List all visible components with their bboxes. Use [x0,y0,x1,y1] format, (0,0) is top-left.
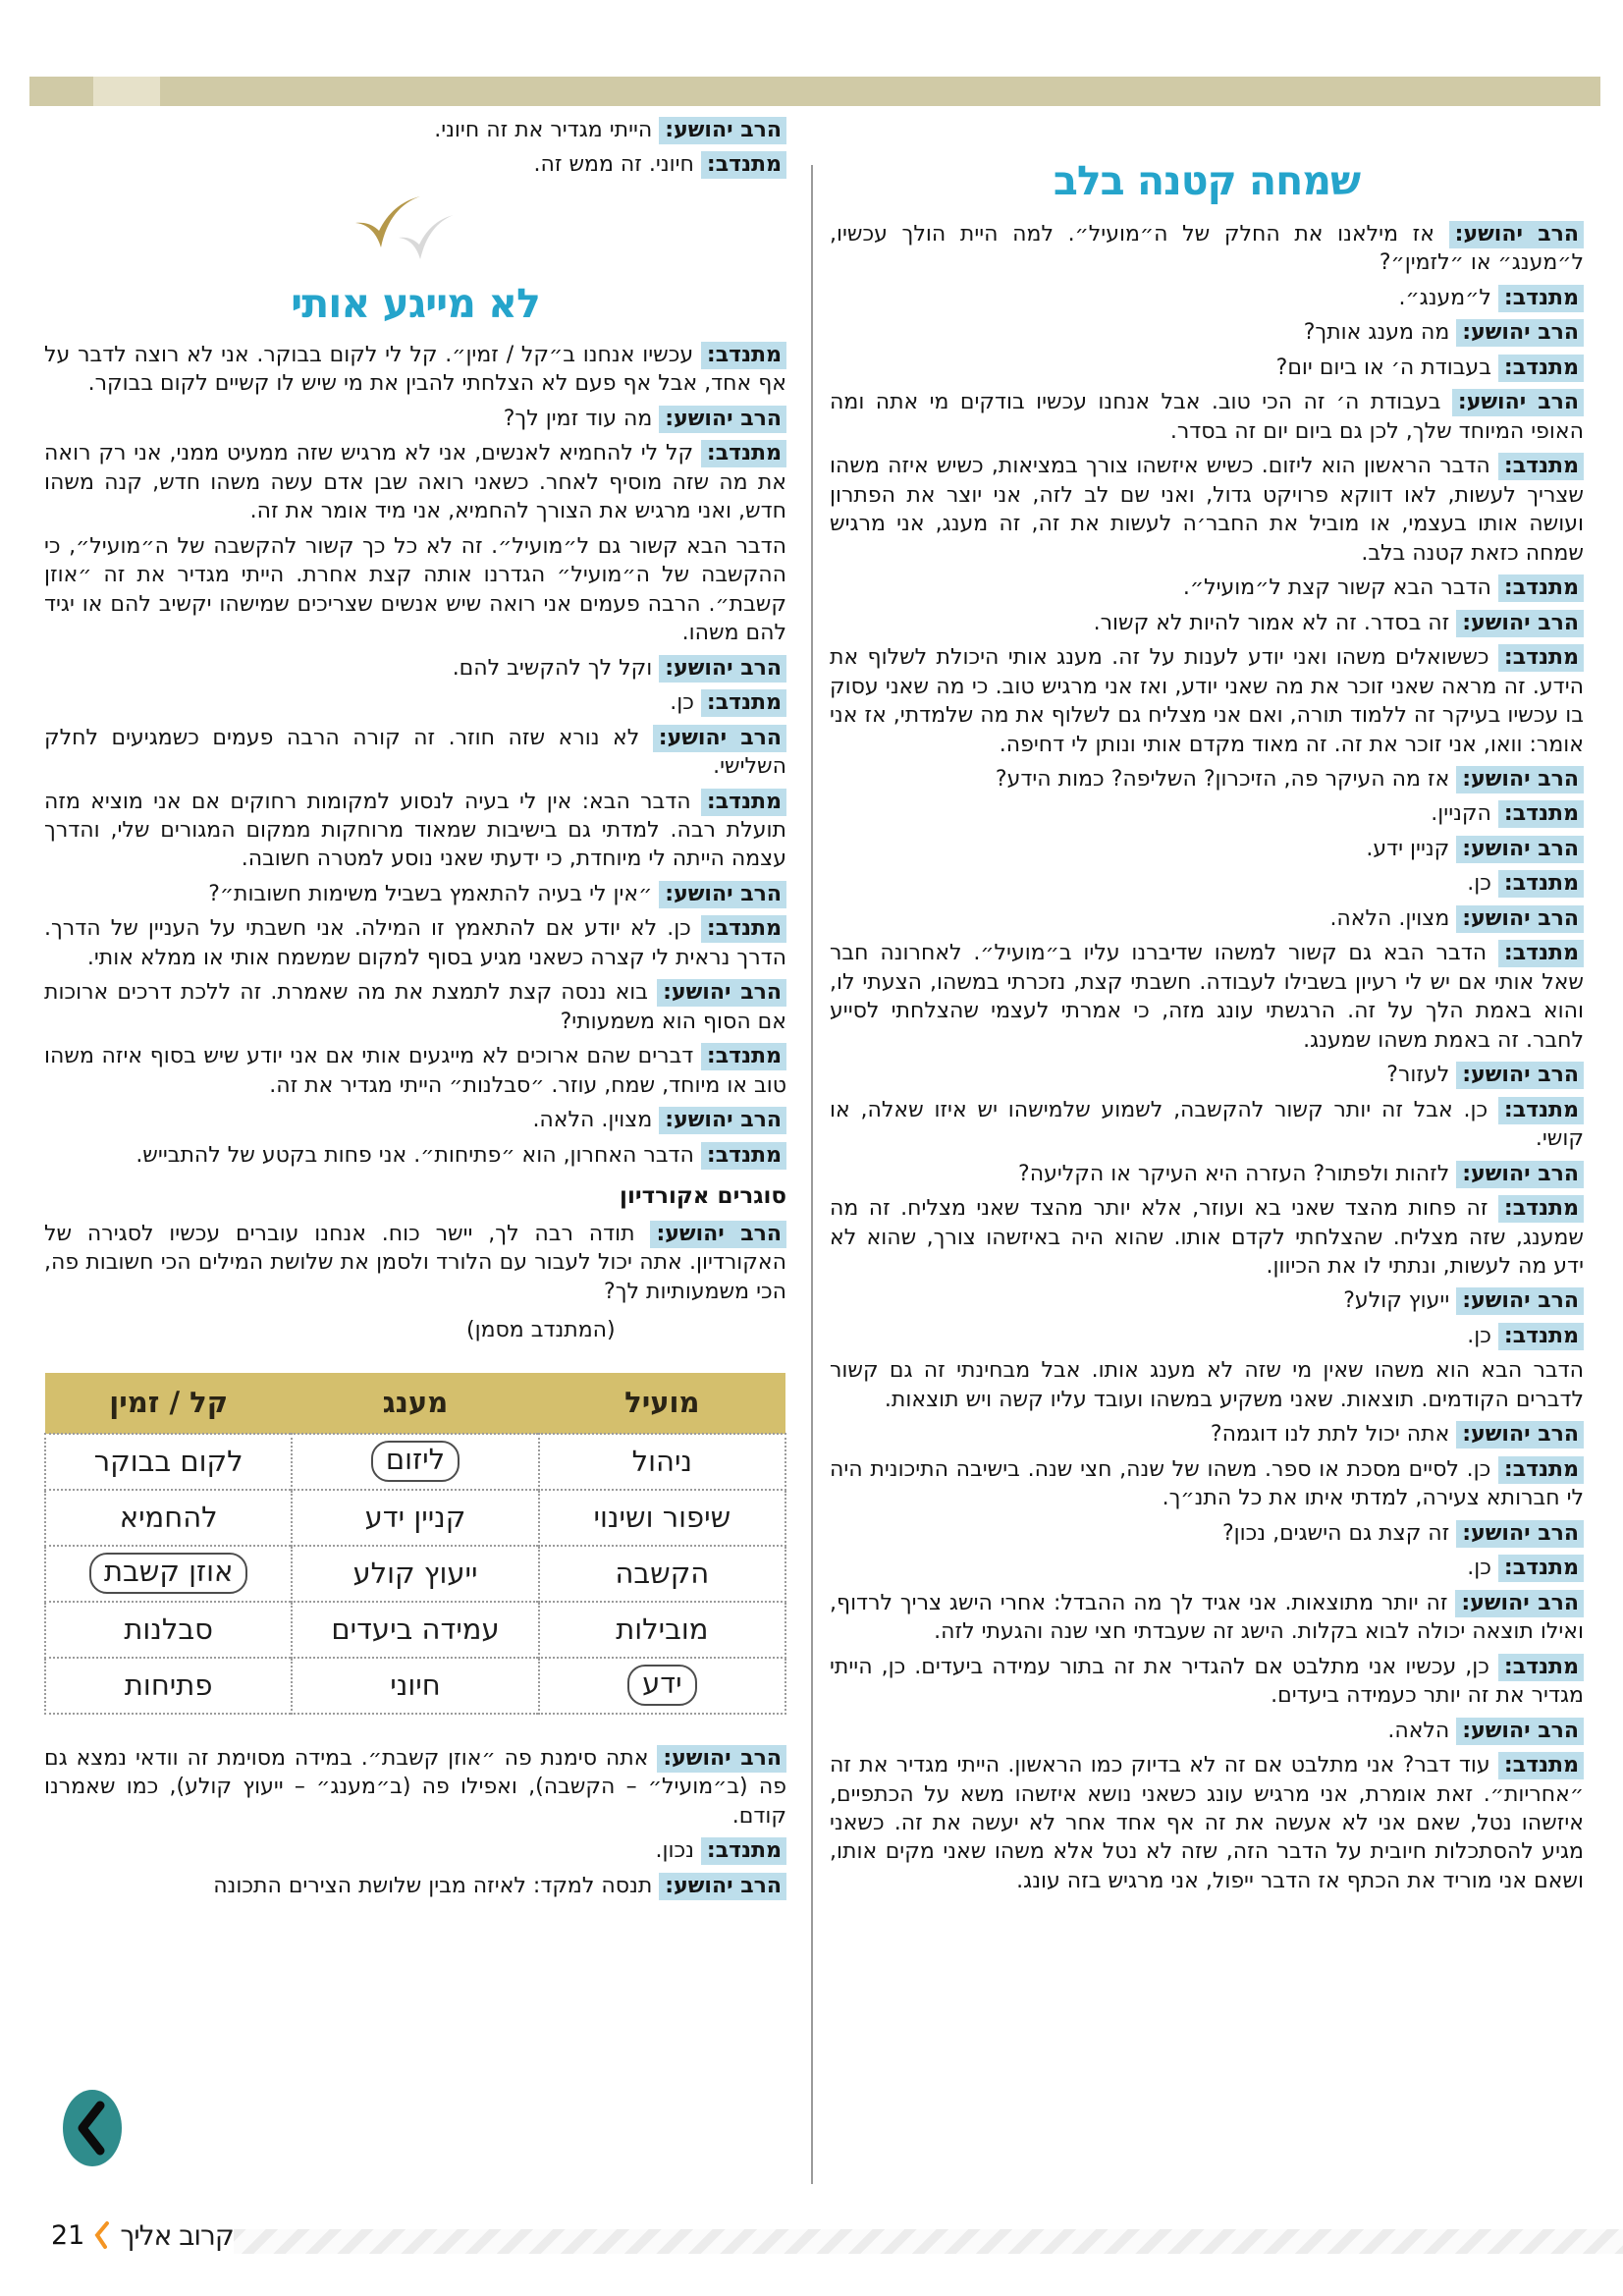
speaker-label: מתנדב: [701,342,786,369]
table-cell [292,1434,538,1490]
speaker-label: מתנדב: [701,1142,786,1170]
table-cell [45,1546,292,1602]
dialog-paragraph: הרב יהושע: לא נורא שזה חוזר. זה קורה הרבה פעמים כשמגיעים לחלק השלישי. [44,725,786,780]
dialog-paragraph: מתנדב: הדבר הבא: אין לי בעיה לנסוע למקומות רחוקים אם אני מוציא מזה תועלת רבה. למדתי גם בישיבות שמאוד מרוחקות ממקום המגורים שלי, והדרך עצמה הייתה לי מיוחדת, כי ידעתי שאני נוסע למטרה חשובה. [44,789,786,872]
table-row [45,1658,785,1714]
prev-page-button[interactable] [63,2090,122,2166]
chevron-left-icon [67,2094,118,2162]
dialog-paragraph: מתנדב: כן. [44,688,786,717]
speaker-label: הרב יהושע: [1452,389,1584,416]
footer-stripes-decor [234,2229,1623,2254]
dialog-paragraph: מתנדב: הדבר הבא קשור קצת ל״מועיל״. [830,574,1584,602]
table-cell: פתיחות [45,1658,292,1714]
dialog-paragraph: מתנדב: כן. לא יודע אם להתאמץ זו המילה. אני חשבתי על העניין של הדרך. הדרך נראית לי קצרה כשאני מגיע בסוף למקום שמשמח אותי או ממלא אותי. [44,916,786,970]
dialog-paragraph: הרב יהושע: ייעוץ קולע? [830,1286,1584,1315]
dialog-paragraph: הרב יהושע: תודה רבה לך, יישר כוח. אנחנו עוברים עכשיו לסגירה של האקורדיון. אתה יכול לעבור עם הלורד ולסמן את שלושת המילים הכי חשובות פה, הכי משמעותיות לך? [44,1221,786,1304]
dialog-paragraph: מתנדב: כן. לסיים מסכת או ספר. משהו של שנה, חצי שנה. בישיבה התיכונית היה לי חברותא צעירה, למדתי איתו את כל התנ״ך. [830,1456,1584,1511]
dialog-paragraph: הרב יהושע: זה בסדר. זה לא אמור להיות לא קשור. [830,609,1584,637]
table-cell: לקום בבוקר [45,1434,292,1490]
speaker-label: הרב יהושע: [1449,221,1584,248]
dialog-paragraph: הרב יהושע: הייתי מגדיר את זה חיוני. [44,116,786,144]
table-header-cell: קל / זמין [45,1373,292,1434]
speaker-label: הרב יהושע: [1456,905,1584,933]
speaker-label: מתנדב: [1498,1752,1584,1779]
dialog-paragraph: הרב יהושע: ״אין לי בעיה להתאמץ בשביל משימות חשובות״? [44,880,786,908]
article-title-left: לא מייגע אותי [291,279,540,327]
table-cell: ניהול [539,1434,785,1490]
speaker-label: מתנדב: [701,1043,786,1070]
hand-circled-mark: ליזום [371,1441,460,1482]
table-cell: שיפור ושינוי [539,1490,785,1546]
speaker-label: מתנדב: [1498,1195,1584,1223]
speaker-label: מתנדב: [1498,800,1584,828]
footer-brand-row [51,2217,234,2253]
dialog-paragraph: מתנדב: הדבר הראשון הוא ליזום. כשיש איזשהו צורך במציאות, כשיש איזה משהו שצריך לעשות, לאו דווקא פרויקט גדול, ואני שם לב לזה, אני יוצר את הפתרון ועושה אותו בעצמי, או מוביל את החבר׳ה לעשות את זה, זה מענג, אני מרגיש שמחה כזאת קטנה בלב. [830,454,1584,566]
dialog-paragraph: מתנדב: כן. [830,1322,1584,1350]
speaker-label: מתנדב: [1498,940,1584,967]
speaker-label: הרב יהושע: [1456,1062,1584,1089]
dialog-paragraph: הרב יהושע: אז מה העיקר פה, הזיכרון? השליפה? כמות הידע? [830,765,1584,793]
speaker-label: הרב יהושע: [659,881,786,908]
table-cell [539,1658,785,1714]
speaker-label: הרב יהושע: [1456,836,1584,863]
left-column-intro-dialog [44,116,786,180]
speaker-label: מתנדב: [1498,1456,1584,1484]
left-column [44,116,786,2198]
dialog-paragraph: הרב יהושע: זה יותר מתוצאות. אני אגיד לך מה ההבדל: אחרי הישג צריך לרדוף, ואילו תוצאה יכולה לבוא בקלות. הישג זה שעבדתי חצי שנה והגעתי לזה. [830,1590,1584,1645]
dialog-paragraph: הרב יהושע: מה מענג אותך? [830,318,1584,347]
dialog-paragraph: מתנדב: דברים שהם ארוכים לא מייגעים אותי אם אני יודע שיש בסוף איזה משהו טוב או מיוחד, שמח, עוזר. ״סבלנות״ הייתי מגדיר את זה. [44,1044,786,1098]
speaker-label: הרב יהושע: [659,1873,786,1900]
speaker-label: מתנדב: [1498,285,1584,312]
right-column [830,147,1584,2190]
table-row [45,1434,785,1490]
speaker-label: הרב יהושע: [653,725,786,752]
speaker-label: הרב יהושע: [659,1107,786,1134]
table-cell: סבלנות [45,1602,292,1658]
top-decor-bar-light-segment [93,77,160,106]
dialog-paragraph: מתנדב: כששואלים משהו ואני יודע לענות על זה. מענג אותי היכולת לשלוף את הידע. זה מראה שאני זוכר את מה שאני יודע, ואז אני מרגיש טוב. כי מה שאני עסוק בו עכשיו בעיקר זה ללמוד תורה, ואם אני מצליח גם לשלוף את מה שלמדתי, אז אני אומר: וואו, אני זוכר את זה. זה מאוד מקדם אותי ונותן לי דחיפה. [830,645,1584,757]
table-cell: להחמיא [45,1490,292,1546]
table-cell: מובילות [539,1602,785,1658]
dialog-paragraph: הרב יהושע: אתה יכול לתת לנו דוגמה? [830,1420,1584,1449]
dialog-paragraph: מתנדב: עוד דבר? אני מתלבט אם זה לא בדיוק כמו הראשון. הייתי מגדיר את זה ״אחריות״. זאת אומרת, אני מרגיש עונג כשאני נושא איזשהו משא על הכתפיים, איזשהו נטל, שאם אני לא אעשה את זה אף אחד אחר לא יעשה את זה. כשאני מגיע להסתכלות חיובית על הדבר הזה, שזה לא נטל אלא משהו שאני מקים אותו, ושאם אני מוריד את הכתף אז הדבר ייפול, אני מרגיש בזה עונג. [830,1753,1584,1893]
speaker-label: הרב יהושע: [1456,766,1584,793]
dialog-paragraph: הרב יהושע: וקל לך להקשיב להם. [44,654,786,683]
right-column-dialog [830,220,1584,1895]
stage-note: (המתנדב מסמן) [466,1318,616,1343]
dialog-paragraph: מתנדב: קל לי להחמיא לאנשים, אני לא מרגיש שזה ממעיט ממני, אני רק רואה את מה שזה מוסיף לאחר. כשאני רואה שבן אדם עשה משהו חדש, קנה משהו חדש, ואני מרגיש את הצורך להחמיא, אני מיד אומר את זה. [44,441,786,524]
double-checkmark-logo [44,193,786,274]
dialog-paragraph: הרב יהושע: מצוין. הלאה. [830,904,1584,933]
dialog-paragraph: הרב יהושע: לזהות ולפתור? העזרה היא העיקר או הקליעה? [830,1160,1584,1188]
dialog-paragraph: הדבר הבא קשור גם ל״מועיל״. זה לא כל כך קשור להקשבה של ה״מועיל״, כי ההקשבה של ה״מועיל״ הגדרנו אותה קצת אחרת. הייתי מגדיר את זה ״אוזן קשבת״. הרבה פעמים אני רואה שיש אנשים שצריכים שמישהו יקשיב להם או יגיד להם משהו. [44,533,786,646]
dialog-paragraph: הדבר הבא הוא משהו שאין מי שזה לא מענג אותו. אבל מבחינתי זה גם קשור לדברים הקודמים. תוצאות. שאני משקיע במשהו ועובד עליו קשה ויש תוצאות. [830,1358,1584,1412]
dialog-paragraph: הרב יהושע: בעבודת ה׳ זה הכי טוב. אבל אנחנו עכשיו בודקים מי אתה ומה האופי המיוחד שלך, לכן גם ביום יום זה בסדר. [830,390,1584,444]
speaker-label: מתנדב: [701,151,786,179]
speaker-label: הרב יהושע: [659,406,786,433]
table-cell: עמידה ביעדים [292,1602,538,1658]
speaker-label: מתנדב: [1498,574,1584,602]
dialog-paragraph: מתנדב: הדבר האחרון, הוא ״פתיחות״. אני פחות בקטע של להתבייש. [44,1141,786,1170]
speaker-label: מתנדב: [1498,453,1584,480]
speaker-label: הרב יהושע: [1456,1161,1584,1188]
table-cell: הקשבה [539,1546,785,1602]
table-cell: קניין ידע [292,1490,538,1546]
table-cell: ייעוץ קולע [292,1546,538,1602]
dialog-paragraph: הרב יהושע: קניין ידע. [830,835,1584,863]
speaker-label: הרב יהושע: [1456,1287,1584,1315]
speaker-label: הרב יהושע: [1456,610,1584,637]
speaker-label: מתנדב: [701,789,786,816]
table-row [45,1602,785,1658]
dialog-paragraph: מתנדב: כן, עכשיו אני מתלבט אם להגדיר את זה בתור עמידה ביעדים. כן, הייתי מגדיר את זה יותר כעמידה ביעדים. [830,1654,1584,1709]
speaker-label: הרב יהושע: [1456,319,1584,347]
table-header-cell: מענג [292,1373,538,1434]
dialog-paragraph: הרב יהושע: לעזור? [830,1061,1584,1089]
column-divider [811,165,813,2184]
speaker-label: מתנדב: [701,1837,786,1865]
dialog-paragraph: מתנדב: חיוני. זה ממש זה. [44,150,786,179]
brand-name: קרוב אליך [120,2218,234,2252]
accordion-summary-table [44,1373,786,1715]
dialog-paragraph: מתנדב: כן. [830,1554,1584,1582]
top-decor-bar [29,77,1600,106]
speaker-label: מתנדב: [1498,1323,1584,1350]
dialog-paragraph: מתנדב: נכון. [44,1836,786,1865]
dialog-paragraph: הרב יהושע: הלאה. [830,1717,1584,1745]
speaker-label: מתנדב: [1498,870,1584,898]
dialog-paragraph: הרב יהושע: אז מילאנו את החלק של ה״מועיל״. למה היית הולך עכשיו, ל״מענג״ או ״לזמין״? [830,222,1584,276]
dialog-paragraph: מתנדב: כן. [830,869,1584,898]
stage-heading: סוגרים אקורדיון [620,1183,786,1210]
summary-table-body [45,1434,785,1714]
speaker-label: מתנדב: [1498,1555,1584,1582]
speaker-label: הרב יהושע: [659,117,786,144]
article-title-right: שמחה קטנה בלב [1053,157,1361,204]
dialog-paragraph: מתנדב: זה פחות מהצד שאני בא ועוזר, אלא יותר מהצד שאני מצליח. זה מה שמענג, שזה מצליח. שהצלחתי לקדם אותו. שהוא היה באיזשהו צורך, שהוא לא ידע מה לעשות, ונתתי לו את הכיוון. [830,1196,1584,1279]
hand-circled-mark: ידע [627,1665,696,1706]
dialog-paragraph: הרב יהושע: זה קצת גם הישגים, נכון? [830,1519,1584,1548]
speaker-label: מתנדב: [701,440,786,467]
dialog-paragraph: מתנדב: עכשיו אנחנו ב״קל / זמין״. קל לי לקום בבוקר. אני לא רוצה לדבר על אף אחד, אבל אף פעם לא הצלחתי להבין את מי שיש לו קשיים לקום בבוקר. [44,342,786,397]
speaker-label: הרב יהושע: [1455,1590,1584,1617]
dialog-paragraph: מתנדב: הדבר הבא גם קשור למשהו שדיברנו עליו ב״מועיל״. לאחרונה חבר שאל אותי אם יש לי רעיון בשבילו לעבודה. חשבתי קצת, נזכרתי במשהו, הצעתי לו, והוא באמת הלך על זה. הרגשתי עונג מזה, כי אמרתי לעצמי שהצלחתי לסייע לחבר. זה באמת משהו שמענג. [830,941,1584,1053]
summary-table-head [45,1373,785,1434]
speaker-label: הרב יהושע: [1456,1421,1584,1449]
speaker-label: הרב יהושע: [1456,1718,1584,1745]
brand-chevron-icon [93,2220,111,2250]
table-cell: חיוני [292,1658,538,1714]
left-column-bottom-dialog [44,1744,786,1900]
speaker-label: הרב יהושע: [659,655,786,683]
speaker-label: מתנדב: [701,915,786,943]
table-row [45,1490,785,1546]
dialog-paragraph: הרב יהושע: אתה סימנת פה ״אוזן קשבת״. במידה מסוימת זה וודאי נמצא גם פה (ב״מועיל״ – הקשבה), ואפילו פה (ב״מענג״ – ייעוץ קולע), כמו שאמרנו קודם. [44,1745,786,1829]
speaker-label: הרב יהושע: [1456,1520,1584,1548]
speaker-label: מתנדב: [1498,355,1584,382]
speaker-label: הרב יהושע: [657,1745,786,1773]
speaker-label: הרב יהושע: [650,1221,786,1248]
dialog-paragraph: הרב יהושע: מצוין. הלאה. [44,1106,786,1134]
dialog-paragraph: מתנדב: בעבודת ה׳ או ביום יום? [830,354,1584,382]
dialog-paragraph: מתנדב: כן. אבל זה יותר קשור להקשבה, לשמוע שלמישהו יש איזו שאלה, או קושי. [830,1097,1584,1152]
dialog-paragraph: הרב יהושע: תנסה למקד: לאיזה מבין שלושת הצירים התכונה [44,1872,786,1900]
hand-circled-mark: אוזן קשבת [89,1553,247,1594]
dialog-paragraph: הרב יהושע: בוא ננסה קצת לתמצת את מה שאמרת. זה ללכת דרכים ארוכות אם הסוף הוא משמעותי? [44,980,786,1034]
speaker-label: מתנדב: [701,689,786,717]
dialog-paragraph: הרב יהושע: מה עוד זמין לך? [44,405,786,433]
page-number: 21 [51,2219,85,2251]
dialog-paragraph: מתנדב: ל״מענג״. [830,284,1584,312]
table-row [45,1546,785,1602]
speaker-label: מתנדב: [1498,1097,1584,1124]
left-column-dialog [44,341,786,1345]
dialog-paragraph: מתנדב: הקניין. [830,799,1584,828]
table-header-cell: מועיל [539,1373,785,1434]
speaker-label: מתנדב: [1498,1654,1584,1681]
speaker-label: הרב יהושע: [657,979,786,1007]
speaker-label: מתנדב: [1498,644,1584,672]
